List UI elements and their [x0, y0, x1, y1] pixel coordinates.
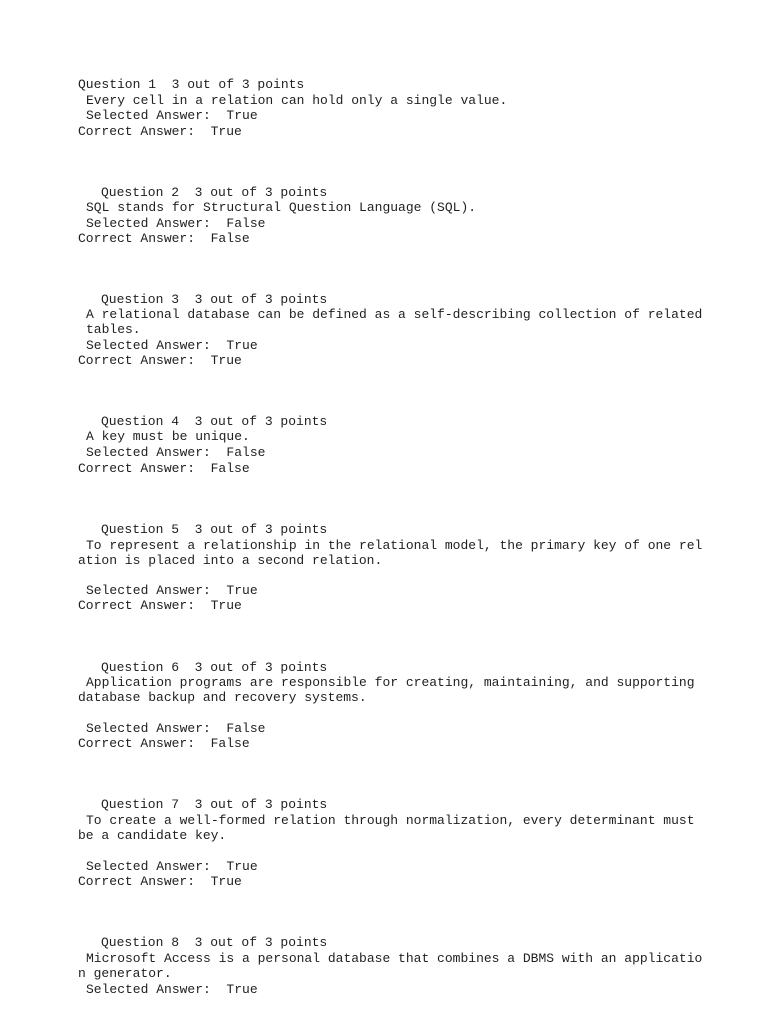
question-4-text-line-1: A key must be unique.	[86, 429, 250, 444]
question-6-text-line-2: database backup and recovery systems.	[78, 690, 367, 705]
question-8-selected-answer: Selected Answer: True	[86, 982, 258, 997]
question-4-selected-answer: Selected Answer: False	[86, 445, 266, 460]
question-3-header: Question 3 3 out of 3 points	[101, 292, 328, 307]
question-6-text-line-1: Application programs are responsible for creating, maintaining, and supporting	[86, 675, 695, 690]
question-6-selected-answer: Selected Answer: False	[86, 721, 266, 736]
question-6-header: Question 6 3 out of 3 points	[101, 660, 328, 675]
question-5-header: Question 5 3 out of 3 points	[101, 522, 328, 537]
question-3-text-line-2: tables.	[86, 322, 141, 337]
question-3-selected-answer: Selected Answer: True	[86, 338, 258, 353]
question-3-correct-answer: Correct Answer: True	[78, 353, 242, 368]
question-7-text-line-1: To create a well-formed relation through normalization, every determinant must	[86, 813, 695, 828]
question-8-text-line-1: Microsoft Access is a personal database that combines a DBMS with an applicatio	[86, 951, 703, 966]
question-4-header: Question 4 3 out of 3 points	[101, 414, 328, 429]
question-7-correct-answer: Correct Answer: True	[78, 874, 242, 889]
question-5-text-line-1: To represent a relationship in the relational model, the primary key of one rel	[86, 538, 703, 553]
question-8-text-line-2: n generator.	[78, 966, 172, 981]
question-4-correct-answer: Correct Answer: False	[78, 461, 250, 476]
question-5-correct-answer: Correct Answer: True	[78, 598, 242, 613]
question-6-correct-answer: Correct Answer: False	[78, 736, 250, 751]
question-7-text-line-2: be a candidate key.	[78, 828, 227, 843]
question-1-selected-answer: Selected Answer: True	[86, 108, 258, 123]
question-5-text-line-2: ation is placed into a second relation.	[78, 553, 383, 568]
question-1-header: Question 1 3 out of 3 points	[78, 77, 305, 92]
question-1-correct-answer: Correct Answer: True	[78, 124, 242, 139]
question-7-selected-answer: Selected Answer: True	[86, 859, 258, 874]
question-2-text-line-1: SQL stands for Structural Question Language (SQL).	[86, 200, 477, 215]
question-2-correct-answer: Correct Answer: False	[78, 231, 250, 246]
question-8-header: Question 8 3 out of 3 points	[101, 935, 328, 950]
question-1-text-line-1: Every cell in a relation can hold only a single value.	[86, 93, 508, 108]
question-5-selected-answer: Selected Answer: True	[86, 583, 258, 598]
question-2-header: Question 2 3 out of 3 points	[101, 185, 328, 200]
question-7-header: Question 7 3 out of 3 points	[101, 797, 328, 812]
question-3-text-line-1: A relational database can be defined as a self-describing collection of related	[86, 307, 703, 322]
question-2-selected-answer: Selected Answer: False	[86, 216, 266, 231]
